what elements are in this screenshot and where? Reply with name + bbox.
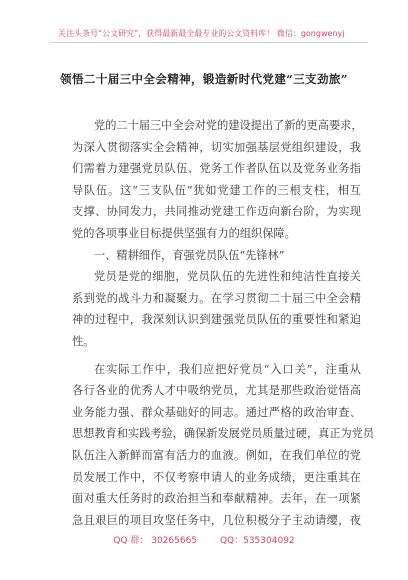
body-line: 党的二十届三中全会对党的建设提出了新的更高要求， — [94, 119, 363, 132]
header-banner-text: 关注头条号“公文研究”，获得最新最全最专业的公文资料库！ 微信：gongwenyj — [58, 29, 345, 38]
footer-qq: QQ：535304092 — [219, 536, 295, 546]
body-line: 性。 — [72, 334, 95, 348]
document-body — [72, 115, 375, 531]
body-line: 员发展工作中，不仅考察申请人的业务成绩，更注重其在 — [72, 470, 361, 484]
body-line: 导队伍。这“三支队伍”犹如党建工作的三根支柱，相互 — [72, 183, 361, 197]
body-line: 一、精耕细作，育强党员队伍“先锋林” — [94, 248, 285, 262]
body-line: 队伍注入新鲜而富有活力的血液。例如，在我们单位的党 — [72, 448, 361, 462]
body-line: 们需着力建强党员队伍、党务工作者队伍以及党务业务指 — [72, 162, 361, 176]
document-title: 领悟二十届三中全会精神，锻造新时代党建“三支劲旅” — [60, 72, 348, 86]
body-line: 党的各项事业目标提供坚强有力的组织保障。 — [72, 226, 296, 240]
body-line: 急且艰巨的项目攻坚任务中，几位积极分子主动请缨，夜 — [72, 513, 361, 527]
body-line: 在实际工作中，我们应把好党员“入口关”，注重从 — [94, 362, 361, 376]
footer-contact — [0, 533, 408, 546]
body-line: 系到党的战斗力和凝聚力。在学习贯彻二十届三中全会精 — [72, 291, 361, 305]
body-line: 业务能力强、群众基础好的同志。通过严格的政治审查、 — [72, 405, 361, 419]
body-line: 神的过程中，我深刻认识到建强党员队伍的重要性和紧迫 — [72, 313, 361, 327]
body-line: 支撑、协同发力，共同推动党建工作迈向新台阶，为实现 — [72, 205, 361, 219]
body-line: 各行各业的优秀人才中吸纳党员，尤其是那些政治觉悟高 — [72, 384, 361, 398]
body-line: 党员是党的细胞，党员队伍的先进性和纯洁性直接关 — [94, 270, 361, 284]
footer-qq-group: QQ 群： 30265665 — [113, 536, 198, 546]
body-line: 为深入贯彻落实全会精神，切实加强基层党组织建设，我 — [72, 140, 361, 154]
header-divider — [50, 42, 368, 43]
body-line: 面对重大任务时的政治担当和奉献精神。去年，在一项紧 — [72, 492, 361, 506]
body-line: 思想教育和实践考验，确保新发展党员质量过硬，真正为党员 — [72, 427, 375, 441]
